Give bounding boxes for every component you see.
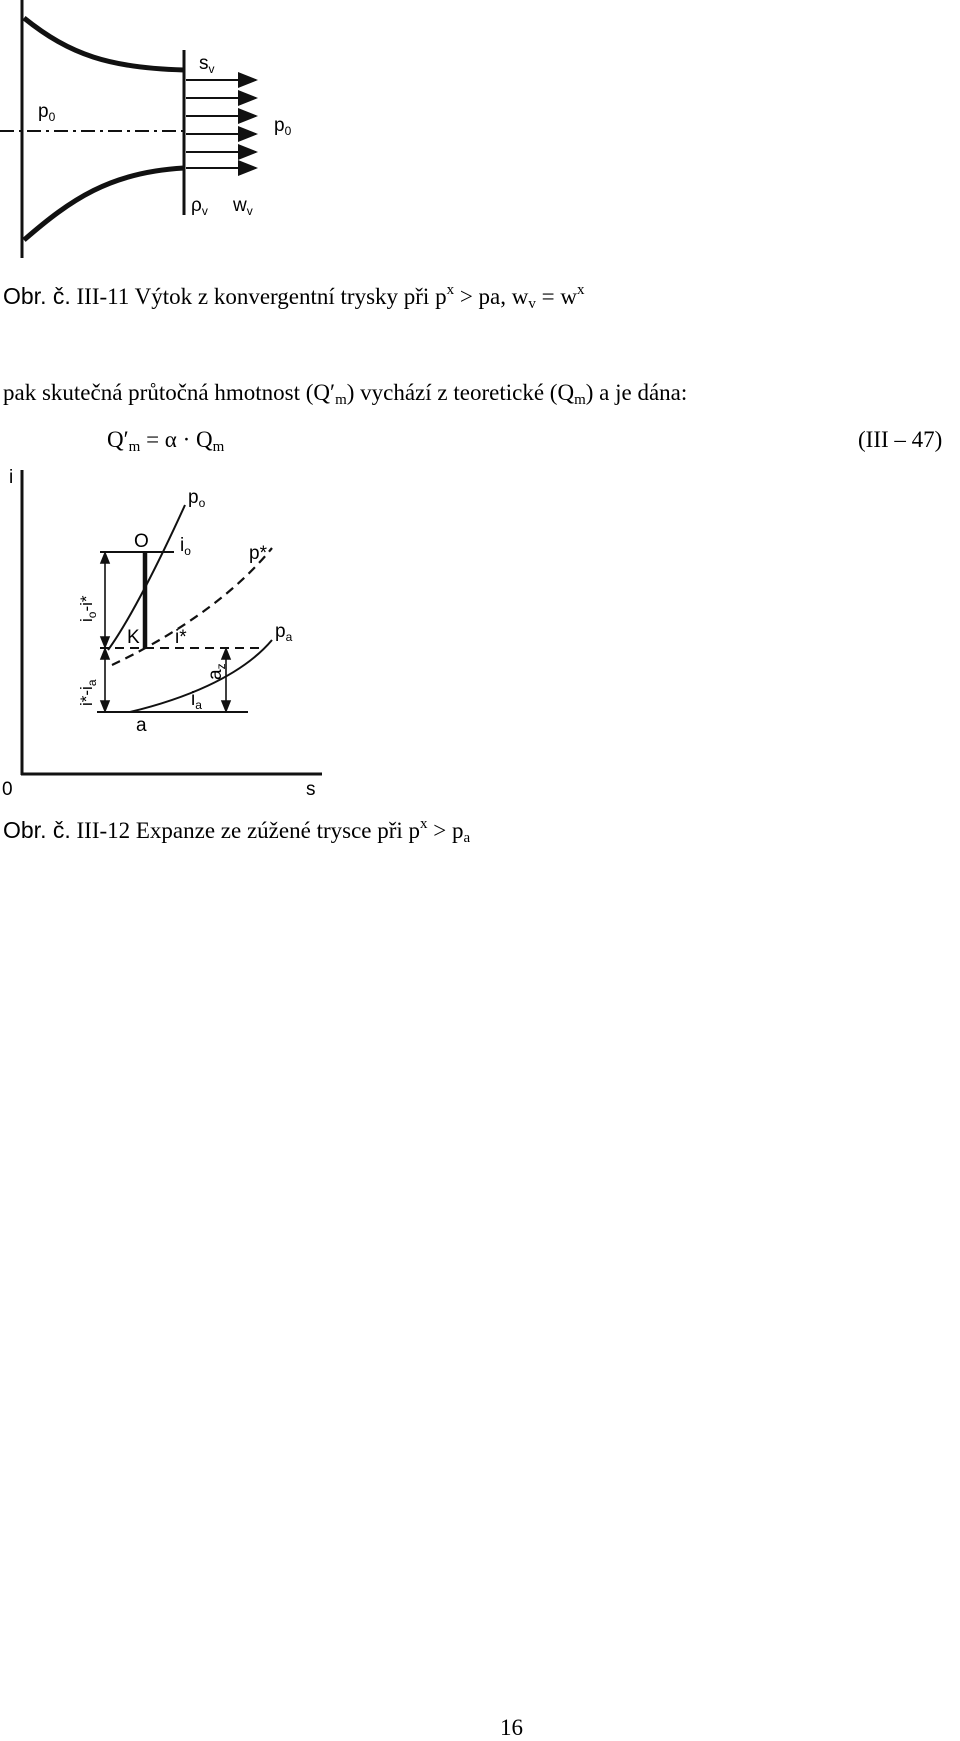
label-w-v: $w_v$ — [233, 195, 253, 218]
equation-iii-47: $Q'_m = \alpha \cdot Q_m$ — [107, 427, 225, 455]
label-K: K — [127, 627, 140, 648]
body-paragraph: pak skutečná průtočná hmotnost $(Q'_m)$ vychází z teoretické $(Q_m)$ a je dána: — [3, 380, 688, 408]
label-io-minus-istar: $i_o-i*$ — [77, 595, 99, 622]
label-istar-minus-ia: $i*-i_a$ — [77, 679, 99, 706]
page-number: 16 — [500, 1715, 523, 1740]
dim-az — [222, 649, 230, 711]
origin-label: 0 — [2, 779, 13, 800]
label-pa: $p_a$ — [275, 621, 293, 644]
label-O: O — [134, 531, 149, 552]
label-pstar: p* — [249, 543, 267, 564]
label-p0-right: $p_0$ — [274, 115, 292, 138]
label-rho-v: $\rho_v$ — [191, 195, 208, 218]
label-po: $p_o$ — [188, 487, 206, 510]
equation-number: (III – 47) — [858, 427, 943, 452]
figure1-caption: Obr. č. III-11 Výtok z konvergentní trysky při $p^x$ > pa, $w_v = w^x$ — [3, 282, 585, 312]
figure2-caption: Obr. č. III-12 Expanze ze zúžené trysce při $p^x > p_a$ — [3, 816, 471, 846]
label-io: $i_o$ — [180, 535, 191, 558]
dim-io-istar — [101, 553, 109, 647]
dim-istar-ia — [101, 649, 109, 711]
label-ia: $i_a$ — [191, 689, 202, 712]
label-a: a — [136, 715, 147, 736]
is-diagram — [0, 0, 960, 820]
axis-label-s: s — [306, 779, 316, 800]
axis-label-i: i — [9, 467, 14, 488]
label-az: $a_z$ — [205, 663, 228, 680]
label-p0-left: $p_0$ — [38, 101, 56, 124]
label-sv: $s_v$ — [199, 53, 215, 76]
label-istar: i* — [175, 627, 187, 648]
